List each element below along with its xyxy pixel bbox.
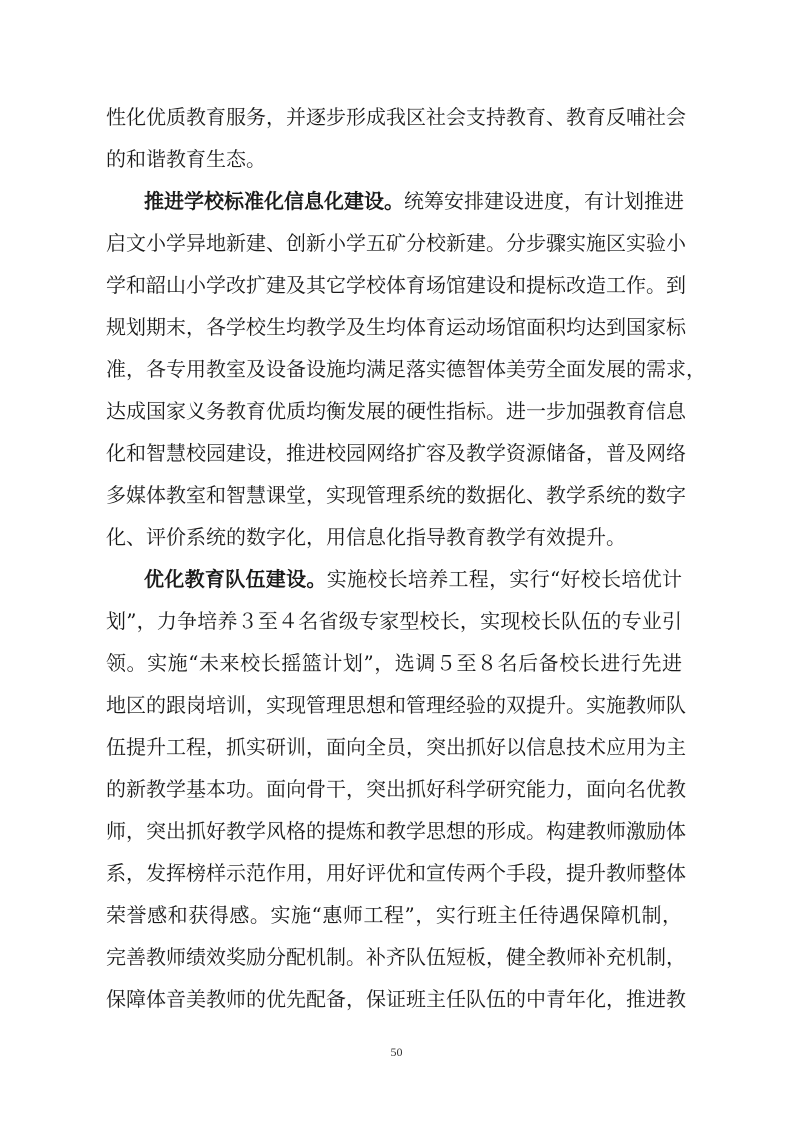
body-text-line: 化和智慧校园建设，推进校园网络扩容及教学资源储备，普及网络	[106, 441, 686, 465]
body-text-line: 规划期末，各学校生均教学及生均体育运动场馆面积均达到国家标	[106, 315, 686, 339]
body-text-line: 领。实施“未来校长摇篮计划”，选调５至８名后备校长进行先进	[106, 651, 682, 675]
body-text-line: 启文小学异地新建、创新小学五矿分校新建。分步骤实施区实验小	[106, 231, 686, 255]
body-text-line: 荣誉感和获得感。实施“惠师工程”，实行班主任待遇保障机制，	[106, 903, 682, 927]
body-text-line: 完善教师绩效奖励分配机制。补齐队伍短板，健全教师补充机制，	[106, 945, 686, 969]
section-heading: 推进学校标准化信息化建设。	[144, 189, 404, 213]
body-text-line: 系，发挥榜样示范作用，用好评优和宣传两个手段，提升教师整体	[106, 861, 686, 885]
body-text-line: 化、评价系统的数字化，用信息化指导教育教学有效提升。	[106, 525, 626, 549]
body-text-line: 师，突出抓好教学风格的提炼和教学思想的形成。构建教师激励体	[106, 819, 686, 843]
body-text-line: 保障体音美教师的优先配备，保证班主任队伍的中青年化，推进教	[106, 987, 686, 1011]
paragraph-first-line	[144, 187, 682, 215]
body-text-line: 多媒体教室和智慧课堂，实现管理系统的数据化、教学系统的数字	[106, 483, 686, 507]
paragraph-first-line	[144, 565, 682, 593]
body-text: 实施校长培养工程，实行“好校长培优计	[326, 567, 683, 591]
body-text-line: 地区的跟岗培训，实现管理思想和管理经验的双提升。实施教师队	[106, 693, 686, 717]
body-text: 统筹安排建设进度，有计划推进	[404, 189, 684, 213]
body-text-line: 准，各专用教室及设备设施均满足落实德智体美劳全面发展的需求，	[106, 357, 706, 381]
body-text-line: 的新教学基本功。面向骨干，突出抓好科学研究能力，面向名优教	[106, 777, 686, 801]
body-text-line: 的和谐教育生态。	[106, 147, 266, 171]
body-text-line: 性化优质教育服务，并逐步形成我区社会支持教育、教育反哺社会	[106, 105, 686, 129]
body-text-line: 学和韶山小学改扩建及其它学校体育场馆建设和提标改造工作。到	[106, 273, 686, 297]
section-heading: 优化教育队伍建设。	[144, 567, 327, 591]
body-text-line: 达成国家义务教育优质均衡发展的硬性指标。进一步加强教育信息	[106, 399, 686, 423]
body-text-line: 划”，力争培养３至４名省级专家型校长，实现校长队伍的专业引	[106, 609, 682, 633]
page-number: 50	[390, 1045, 403, 1059]
body-text-line: 伍提升工程，抓实研训，面向全员，突出抓好以信息技术应用为主	[106, 735, 686, 759]
